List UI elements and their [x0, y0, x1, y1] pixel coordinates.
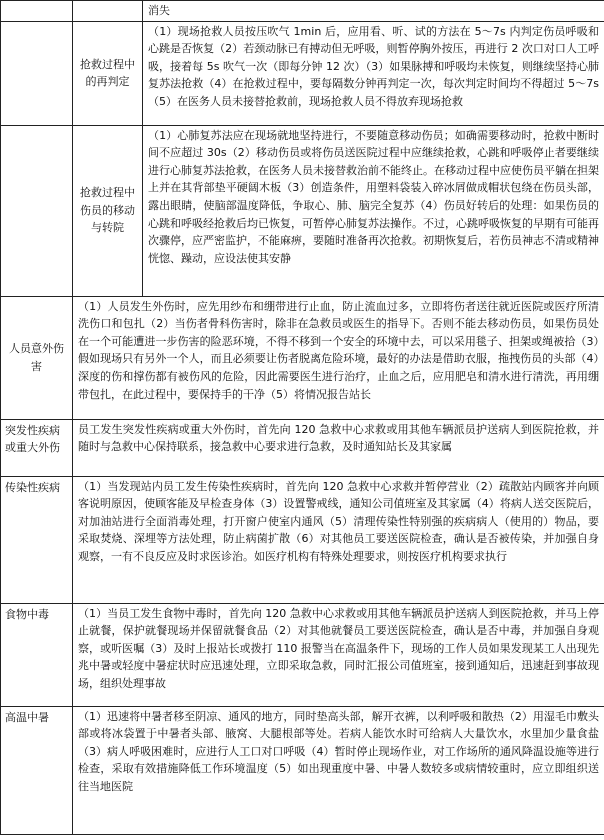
subcategory-cell: 抢救过程中伤员的移动与转院 [73, 125, 143, 296]
content-cell: 员工发生突发性疾病或重大外伤时，首先向 120 急救中心求救或用其他车辆派员护送病人到医院抢救，并随时与急救中心保持联系，接急救中心要求进行急救，及时通知站长及其家属 [73, 419, 604, 476]
content-cell: （1）迅速将中暑者移至阴凉、通风的地方，同时垫高头部，解开衣裤，以利呼吸和散热（2）用湿毛巾敷头部或将冰袋置于中暑者头部、腋窝、大腿根部等处。若病人能饮水时可给病人大量饮水，水里加少量食盐（3）病人呼吸困难时，应进行人工口对口呼吸（4）暂时停止现场作业，对工作场所的通风降温设施等进行检查，采取有效措施降低工作环境温度（5）如出现重度中暑、中暑人数较多或病情较重时，应立即组织送往当地医院 [73, 706, 604, 834]
table-row [1, 21, 604, 125]
table-row [1, 296, 604, 419]
content-cell: （1）心肺复苏法应在现场就地坚持进行，不要随意移动伤员；如确需要移动时，抢救中断时间不应超过 30s（2）移动伤员或将伤员送医院过程中应继续抢救，心跳和呼吸停止者要继续进行心肺复苏法抢救，在医务人员未接替救治前不能终止。在移动过程中应使伤员平躺在担架上并在其背部垫平硬阔木板（3）创造条件，用塑料袋装入碎冰屑做成帽状包绕在伤员头部，露出眼睛，使脑部温度降低，争取心、肺、脑完全复苏（4）伤员好转后的处理：如果伤员的心跳和呼吸经抢救后均已恢复，可暂停心肺复苏法操作。不过，心跳呼吸恢复的早期有可能再次骤停，应严密监护，不能麻痹，要随时准备再次抢救。初期恢复后，若伤员神志不清或精神恍惚、躁动，应设法使其安静 [143, 125, 604, 296]
table-row [1, 476, 604, 603]
subcategory-cell [73, 1, 143, 22]
category-cell: 食物中毒 [1, 603, 73, 706]
category-cell: 传染性疾病 [1, 476, 73, 603]
table-row [1, 419, 604, 476]
table-row [1, 706, 604, 834]
category-cell: 高温中暑 [1, 706, 73, 834]
category-cell [1, 125, 73, 296]
table-row [1, 125, 604, 296]
category-cell [1, 1, 73, 22]
category-cell: 人员意外伤害 [1, 296, 73, 419]
table-row [1, 1, 604, 22]
category-cell [1, 21, 73, 125]
category-cell: 突发性疾病或重大外伤 [1, 419, 73, 476]
content-cell: （1）当发现站内员工发生传染性疾病时，首先向 120 急救中心求救并暂停营业（2）疏散站内顾客并向顾客说明原因，使顾客能及早检查身体（3）设置警戒线，通知公司值班室及其家属（4）将病人送交医院后，对加油站进行全面消毒处理，打开窗户使室内通风（5）清理传染性特别强的疾病病人（使用的）物品，要采取焚烧、深埋等方法处理，防止病菌扩散（6）对其他员工要送医院检查，确认是否被传染，并加强自身观察，一有不良反应及时求医诊治。如医疗机构有特殊处理要求，则按医疗机构要求执行 [73, 476, 604, 603]
subcategory-cell: 抢救过程中的再判定 [73, 21, 143, 125]
content-cell: （1）当员工发生食物中毒时，首先向 120 急救中心求救或用其他车辆派员护送病人到医院抢救，并马上停止就餐，保护就餐现场并保留就餐食品（2）对其他就餐员工要送医院检查，确认是否中毒，并加强自身观察，或听医嘱（3）及时上报站长或拨打 110 报警当在高温条件下，现场的工作人员如果发现某工人出现先兆中暑或轻度中暑症状时应迅速处理，立即采取急救，同时汇报公司值班室，接到通知后，迅速赶到事故现场，组织处理事故 [73, 603, 604, 706]
content-cell: （1）现场抢救人员按压吹气 1min 后，应用看、听、试的方法在 5～7s 内判定伤员呼吸和心跳是否恢复（2）若颈动脉已有搏动但无呼吸，则暂停胸外按压，再进行 2 次口对口人工呼吸，接着每 5s 吹气一次（即每分钟 12 次）（3）如果脉搏和呼吸均未恢复，则继续坚持心肺复苏法抢救（4）在抢救过程中，要每隔数分钟再判定一次，每次判定时间均不得超过 5～7s（5）在医务人员未接替抢救前，现场抢救人员不得放弃现场抢救 [143, 21, 604, 125]
table-row [1, 603, 604, 706]
content-cell: 消失 [143, 1, 604, 22]
content-cell: （1）人员发生外伤时，应先用纱布和绷带进行止血，防止流血过多，立即将伤者送往就近医院或医疗所清洗伤口和包扎（2）当伤者骨科伤害时，除非在急救员或医生的指导下。否则不能去移动伤员，如果伤员处在一个可能遭进一步伤害的险恶环境，不得不移到一个安全的环境中去，可以采用毯子、担架或绳被拾（3）假如现场只有另外一个人，而且必须要让伤者脱离危险环境，最好的办法是借助衣服，拖拽伤员的头部（4）深度的伤和撑伤都有被伤风的危险，因此需要医生进行治疗，止血之后，应用肥皂和清水进行清洗，再用绷带包扎，在此过程中，要保持手的干净（5）将情况报告站长 [73, 296, 604, 419]
